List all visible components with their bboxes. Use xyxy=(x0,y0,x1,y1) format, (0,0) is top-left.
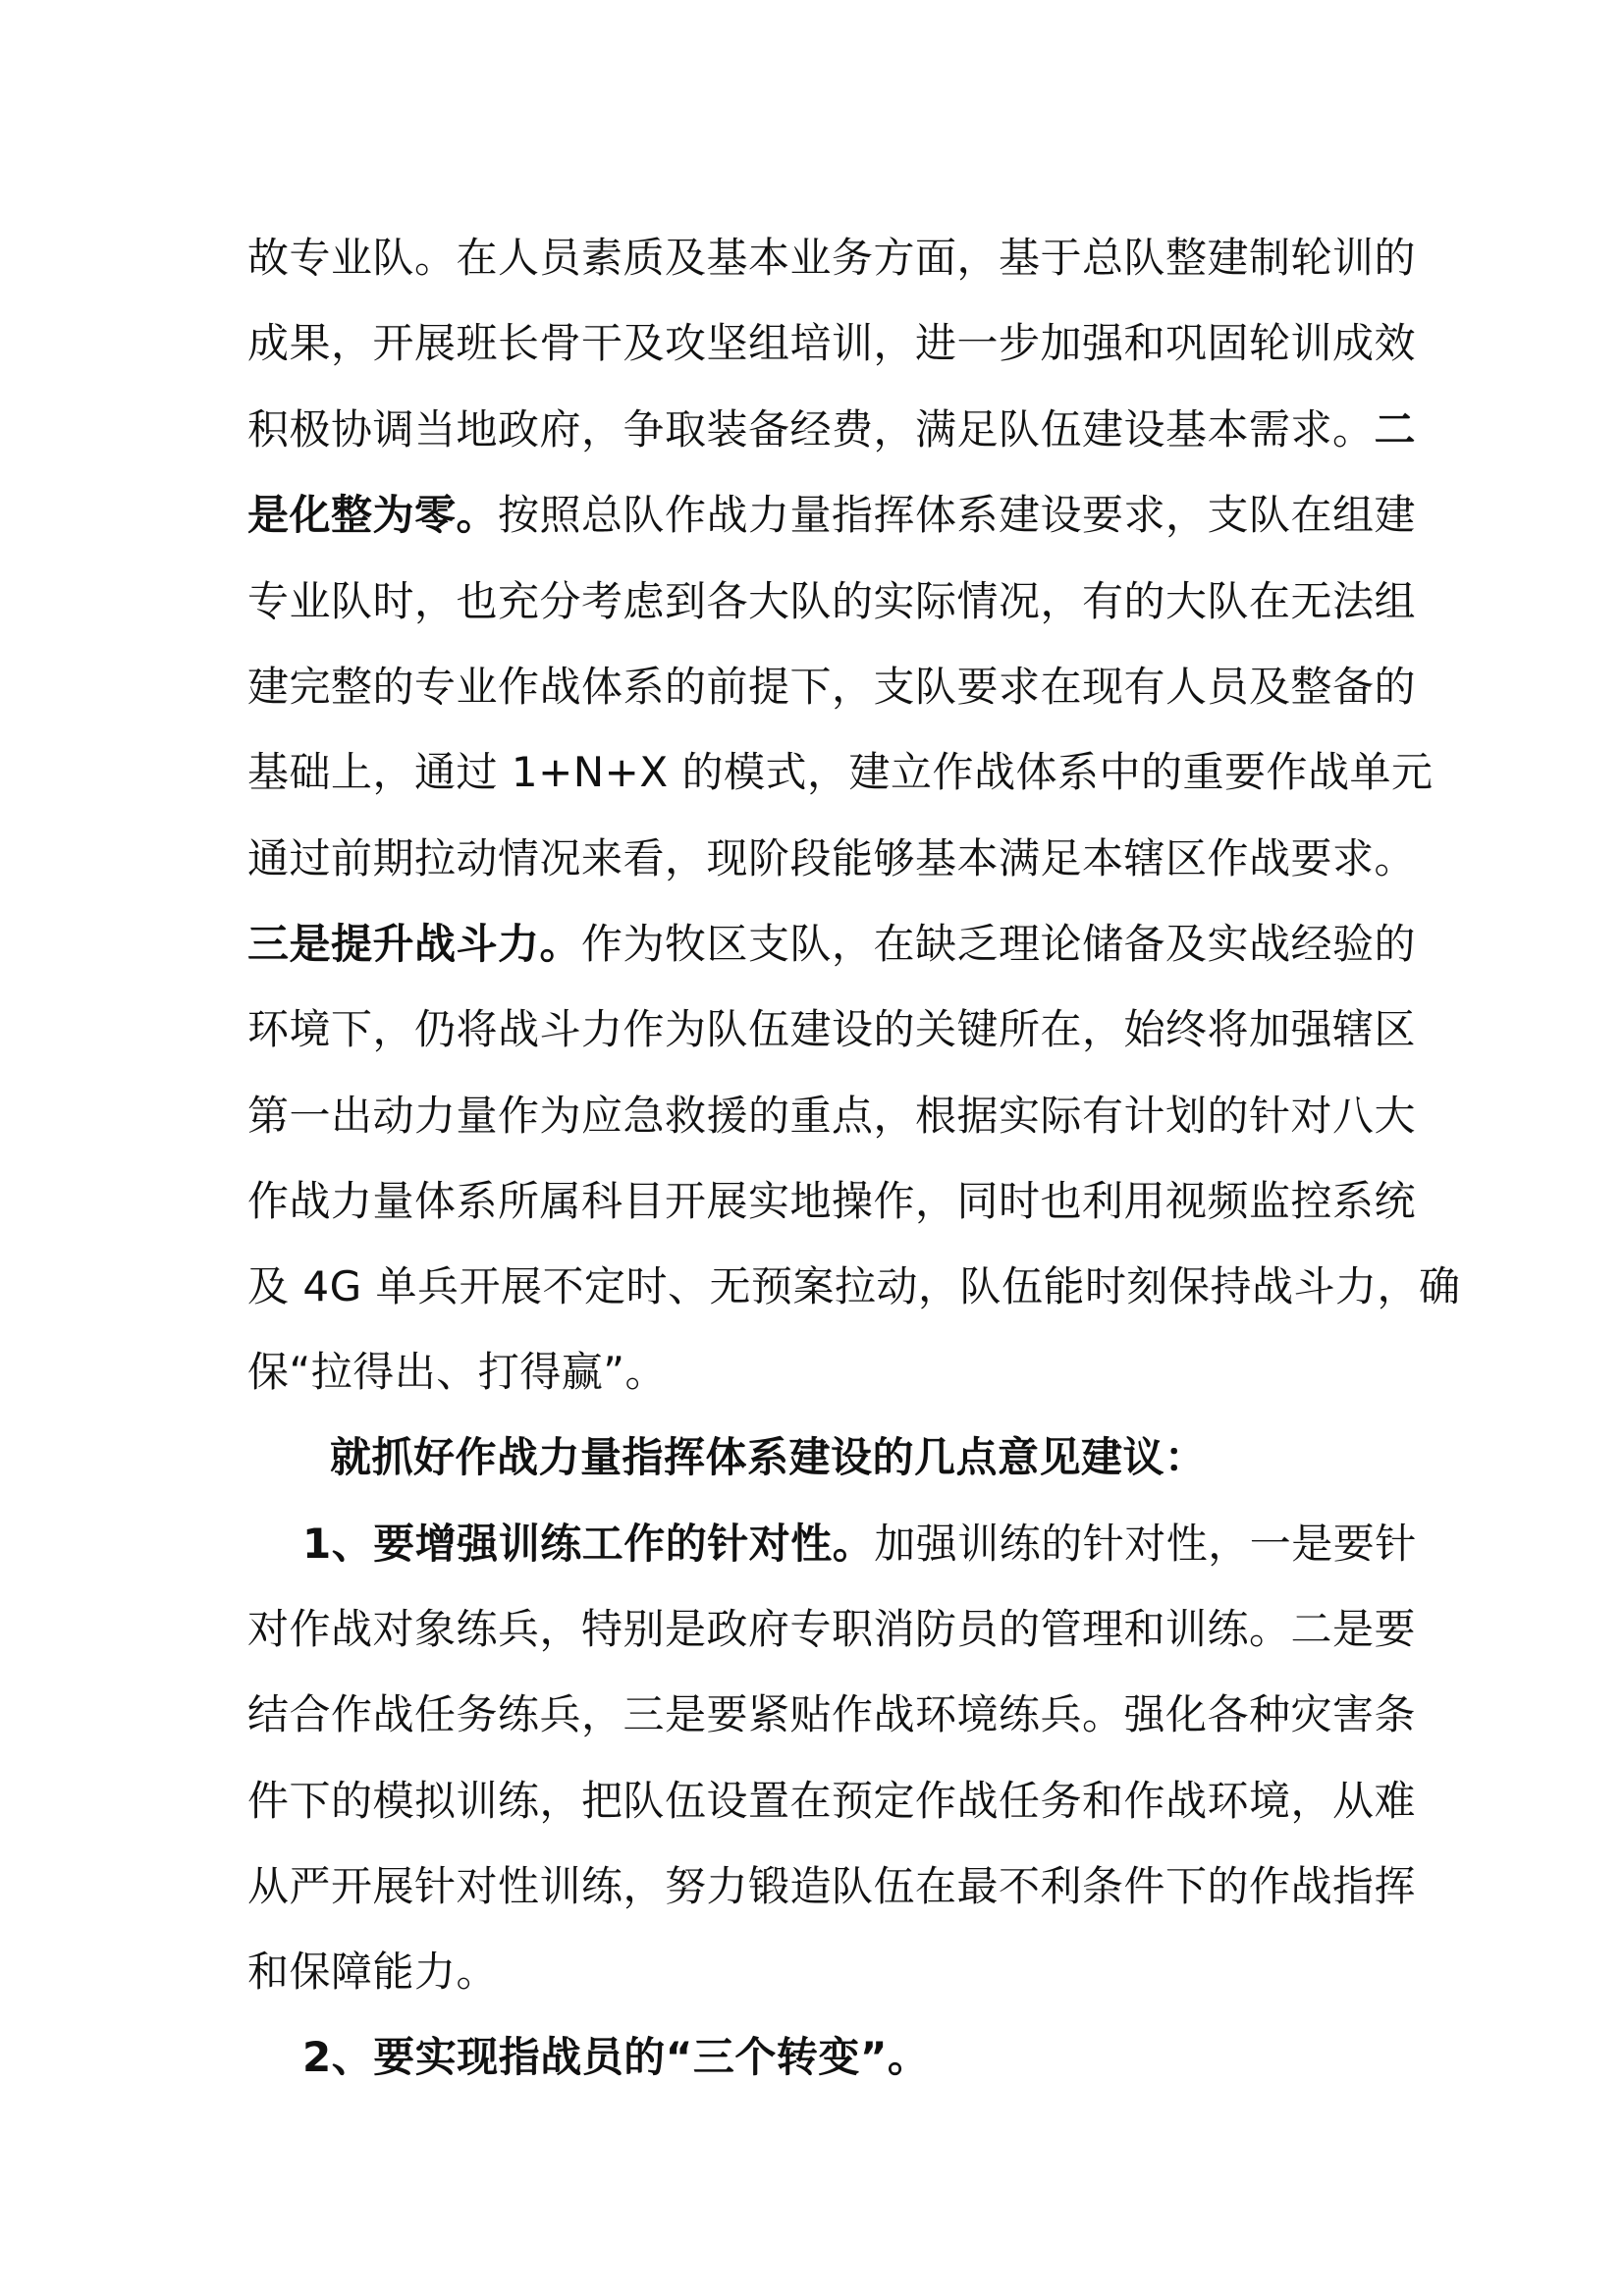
bold-heading-text: 2、要实现指战员的“三个转变”。 xyxy=(302,2033,930,2081)
paragraph-line xyxy=(247,915,1417,974)
line-text: 对作战对象练兵，特别是政府专职消防员的管理和训练。二是要 xyxy=(247,1605,1417,1653)
bold-heading-text: 1、要增强训练工作的针对性。 xyxy=(302,1520,875,1568)
paragraph-line xyxy=(247,1000,1417,1059)
line-text: 基础上，通过 1+N+X 的模式，建立作战体系中的重要作战单元 xyxy=(247,748,1434,796)
paragraph-line xyxy=(247,1257,1461,1316)
paragraph-line xyxy=(247,1343,1396,1402)
line-text: 加强训练的针对性，一是要针 xyxy=(874,1520,1417,1568)
paragraph-line xyxy=(302,1515,1417,1574)
bold-heading-text: 是化整为零。 xyxy=(247,491,499,539)
paragraph-line xyxy=(247,572,1417,631)
line-text: 结合作战任务练兵，三是要紧贴作战环境练兵。强化各种灾害条 xyxy=(247,1690,1417,1738)
line-text: 环境下，仍将战斗力作为队伍建设的关键所在，始终将加强辖区 xyxy=(247,1005,1417,1053)
paragraph-line xyxy=(247,1943,1396,2002)
paragraph-line xyxy=(247,314,1417,373)
paragraph-line xyxy=(247,1172,1417,1231)
line-text: 作战力量体系所属科目开展实地操作，同时也利用视频监控系统 xyxy=(247,1177,1417,1225)
line-text: 成果，开展班长骨干及攻坚组培训，进一步加强和巩固轮训成效 xyxy=(247,319,1417,367)
paragraph-line xyxy=(247,400,1417,459)
paragraph-line xyxy=(247,658,1417,717)
line-text: 和保障能力。 xyxy=(247,1948,499,1996)
section-heading xyxy=(330,1428,1396,1487)
line-text: 专业队时，也充分考虑到各大队的实际情况，有的大队在无法组 xyxy=(247,577,1417,625)
bold-heading-text: 三是提升战斗力。 xyxy=(247,920,582,968)
section-heading xyxy=(302,2028,1396,2087)
line-text: 从严开展针对性训练，努力锻造队伍在最不利条件下的作战指挥 xyxy=(247,1862,1417,1910)
line-text: 保“拉得出、打得赢”。 xyxy=(247,1348,668,1396)
line-text: 及 4G 单兵开展不定时、无预案拉动，队伍能时刻保持战斗力，确 xyxy=(247,1262,1461,1310)
paragraph-line xyxy=(247,1600,1417,1659)
line-text: 件下的模拟训练，把队伍设置在预定作战任务和作战环境，从难 xyxy=(247,1777,1417,1825)
paragraph-line xyxy=(247,743,1434,802)
line-text: 作为牧区支队，在缺乏理论储备及实战经验的 xyxy=(581,920,1417,968)
paragraph-line xyxy=(247,1685,1417,1744)
paragraph-line xyxy=(247,486,1417,545)
line-text: 通过前期拉动情况来看，现阶段能够基本满足本辖区作战要求。 xyxy=(247,834,1417,882)
paragraph-line xyxy=(247,229,1417,288)
line-text: 按照总队作战力量指挥体系建设要求，支队在组建 xyxy=(498,491,1417,539)
paragraph-line xyxy=(247,1087,1417,1146)
paragraph-line xyxy=(247,829,1417,888)
line-text: 故专业队。在人员素质及基本业务方面，基于总队整建制轮训的 xyxy=(247,234,1417,282)
paragraph-line xyxy=(247,1857,1417,1916)
paragraph-line xyxy=(247,1772,1417,1831)
bold-heading-text: 二 xyxy=(1374,405,1417,454)
bold-heading-text: 就抓好作战力量指挥体系建设的几点意见建议： xyxy=(330,1433,1207,1481)
line-text: 第一出动力量作为应急救援的重点，根据实际有计划的针对八大 xyxy=(247,1092,1417,1140)
line-text: 积极协调当地政府，争取装备经费，满足队伍建设基本需求。 xyxy=(247,405,1375,454)
line-text: 建完整的专业作战体系的前提下，支队要求在现有人员及整备的 xyxy=(247,663,1417,711)
